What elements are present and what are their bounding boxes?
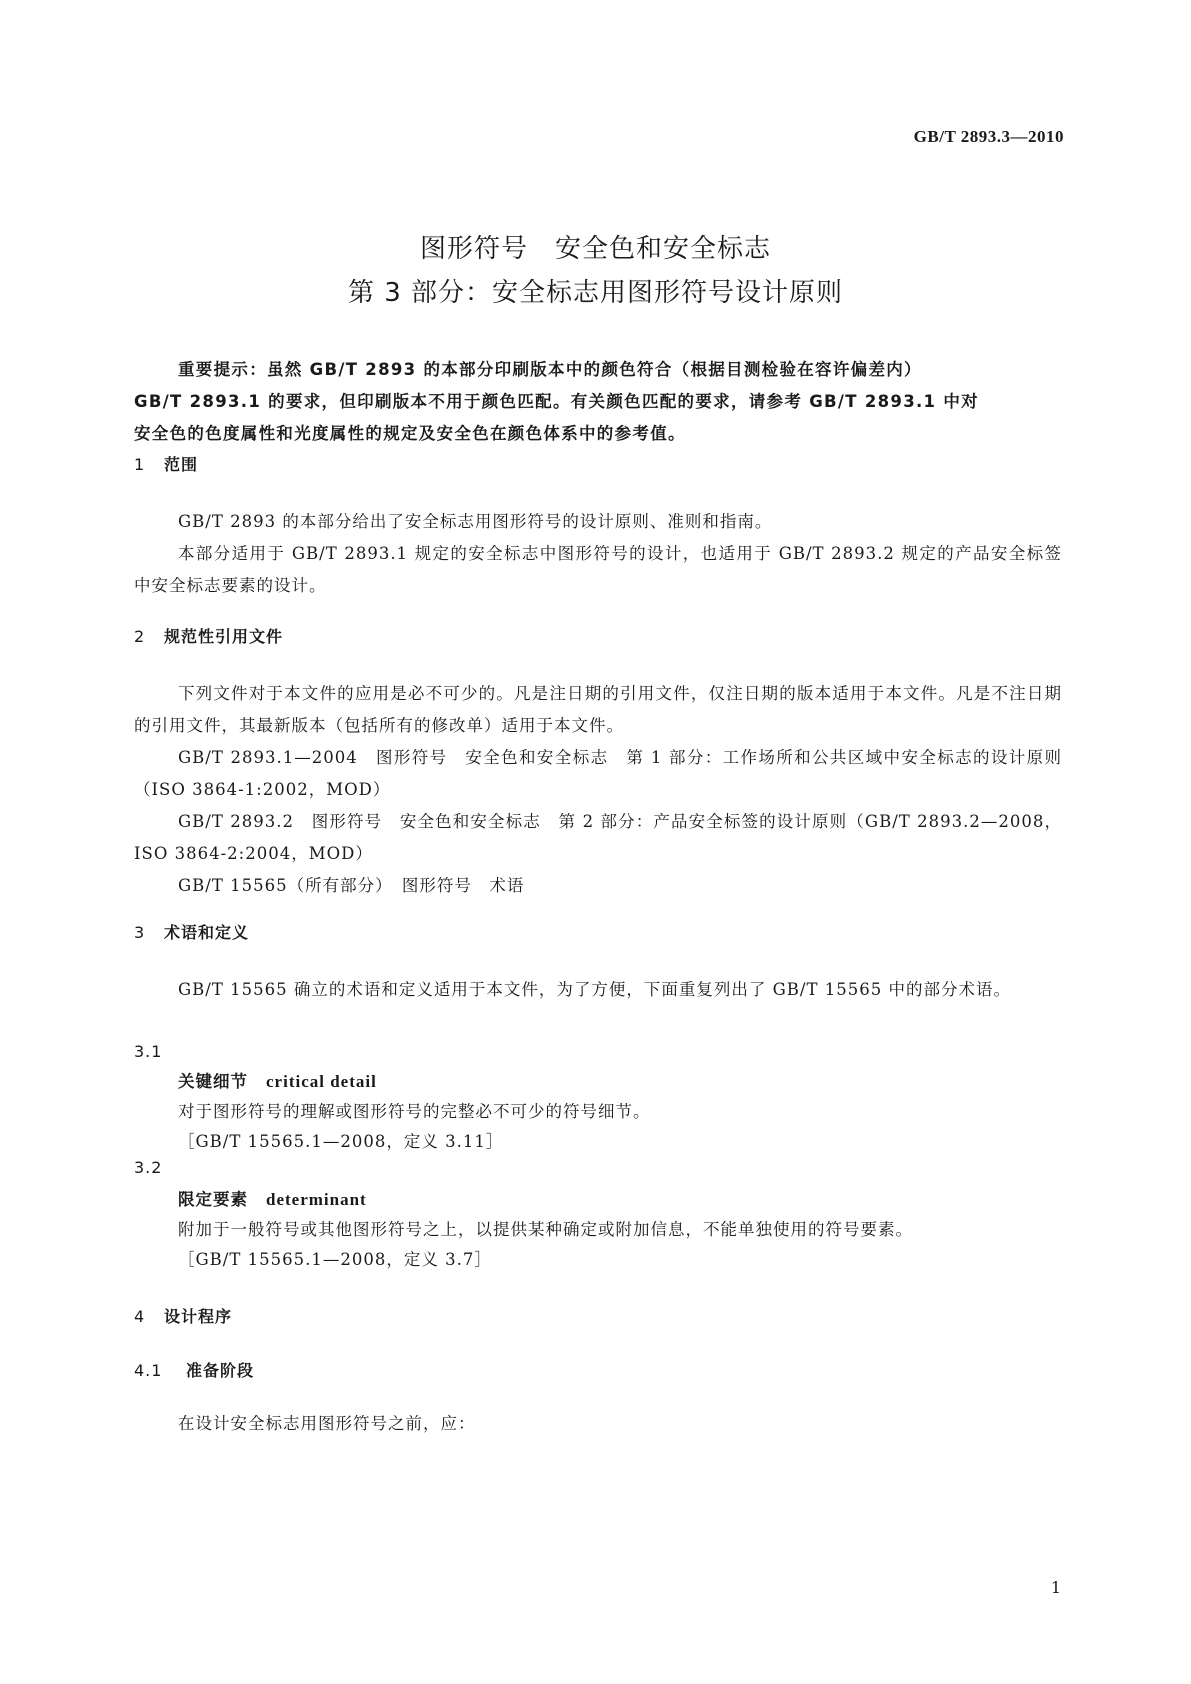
- term-heading: [178, 1186, 367, 1210]
- paragraph: GB/T 15565 确立的术语和定义适用于本文件，为了方便，下面重复列出了 GB/T 15565 中的部分术语。: [178, 980, 1011, 999]
- important-notice: [134, 354, 1062, 450]
- term-english: determinant: [266, 1190, 367, 1209]
- paragraph: GB/T 2893 的本部分给出了安全标志用图形符号的设计原则、准则和指南。: [178, 512, 773, 531]
- section-3-intro: [134, 974, 1062, 1006]
- section-2-heading: [134, 624, 283, 647]
- section-3-heading: [134, 920, 249, 943]
- term-number: 3.2: [134, 1158, 163, 1177]
- term-definition: 对于图形符号的理解或图形符号的完整必不可少的符号细节。: [178, 1102, 651, 1121]
- notice-line3: 安全色的色度属性和光度属性的规定及安全色在颜色体系中的参考值。: [134, 424, 686, 443]
- subsection-title: 准备阶段: [186, 1361, 255, 1380]
- term-heading: [178, 1068, 377, 1092]
- reference-item: GB/T 2893.1—2004 图形符号 安全色和安全标志 第 1 部分：工作场所和公共区域中安全标志的设计原则（ISO 3864-1:2002，MOD）: [134, 748, 1062, 799]
- subsection-4-1-body: [134, 1408, 1062, 1440]
- section-title: 设计程序: [164, 1307, 233, 1326]
- page-number: 1: [1050, 1578, 1061, 1597]
- term-chinese: 限定要素: [178, 1190, 248, 1209]
- paragraph: 本部分适用于 GB/T 2893.1 规定的安全标志中图形符号的设计，也适用于 GB/T 2893.2 规定的产品安全标签中安全标志要素的设计。: [134, 544, 1062, 595]
- section-title: 范围: [164, 455, 199, 474]
- document-title-line1: 图形符号 安全色和安全标志: [419, 234, 771, 264]
- subsection-4-1-heading: [134, 1358, 254, 1381]
- term-chinese: 关键细节: [178, 1072, 248, 1091]
- paragraph: 下列文件对于本文件的应用是必不可少的。凡是注日期的引用文件，仅注日期的版本适用于本文件。凡是不注日期的引用文件，其最新版本（包括所有的修改单）适用于本文件。: [134, 684, 1062, 735]
- section-title: 规范性引用文件: [164, 627, 284, 646]
- section-number: 1: [134, 455, 146, 474]
- term-source: ［GB/T 15565.1—2008，定义 3.11］: [178, 1132, 504, 1151]
- term-source: ［GB/T 15565.1—2008，定义 3.7］: [178, 1250, 492, 1269]
- section-4-heading: [134, 1304, 232, 1327]
- section-1-body: [134, 506, 1062, 602]
- section-number: 4: [134, 1307, 146, 1326]
- section-2-body: [134, 678, 1062, 902]
- notice-line2: GB/T 2893.1 的要求，但印刷版本不用于颜色匹配。有关颜色匹配的要求，请参考 GB/T 2893.1 中对: [134, 392, 979, 411]
- paragraph: 在设计安全标志用图形符号之前，应：: [178, 1414, 476, 1433]
- document-title-line2: 第 3 部分：安全标志用图形符号设计原则: [347, 278, 844, 308]
- term-number: 3.1: [134, 1042, 163, 1061]
- reference-item: GB/T 15565（所有部分） 图形符号 术语: [178, 876, 525, 895]
- term-definition: 附加于一般符号或其他图形符号之上，以提供某种确定或附加信息，不能单独使用的符号要素。: [178, 1220, 913, 1239]
- reference-item: GB/T 2893.2 图形符号 安全色和安全标志 第 2 部分：产品安全标签的设计原则（GB/T 2893.2—2008，ISO 3864-2:2004，MOD）: [134, 812, 1062, 863]
- term-english: critical detail: [266, 1072, 377, 1091]
- section-title: 术语和定义: [164, 923, 250, 942]
- section-1-heading: [134, 452, 198, 475]
- section-number: 3: [134, 923, 146, 942]
- standard-number: GB/T 2893.3—2010: [913, 127, 1064, 146]
- section-number: 2: [134, 627, 146, 646]
- notice-line1: 重要提示：虽然 GB/T 2893 的本部分印刷版本中的颜色符合（根据目测检验在容许偏差内）: [178, 360, 922, 379]
- subsection-number: 4.1: [134, 1361, 163, 1380]
